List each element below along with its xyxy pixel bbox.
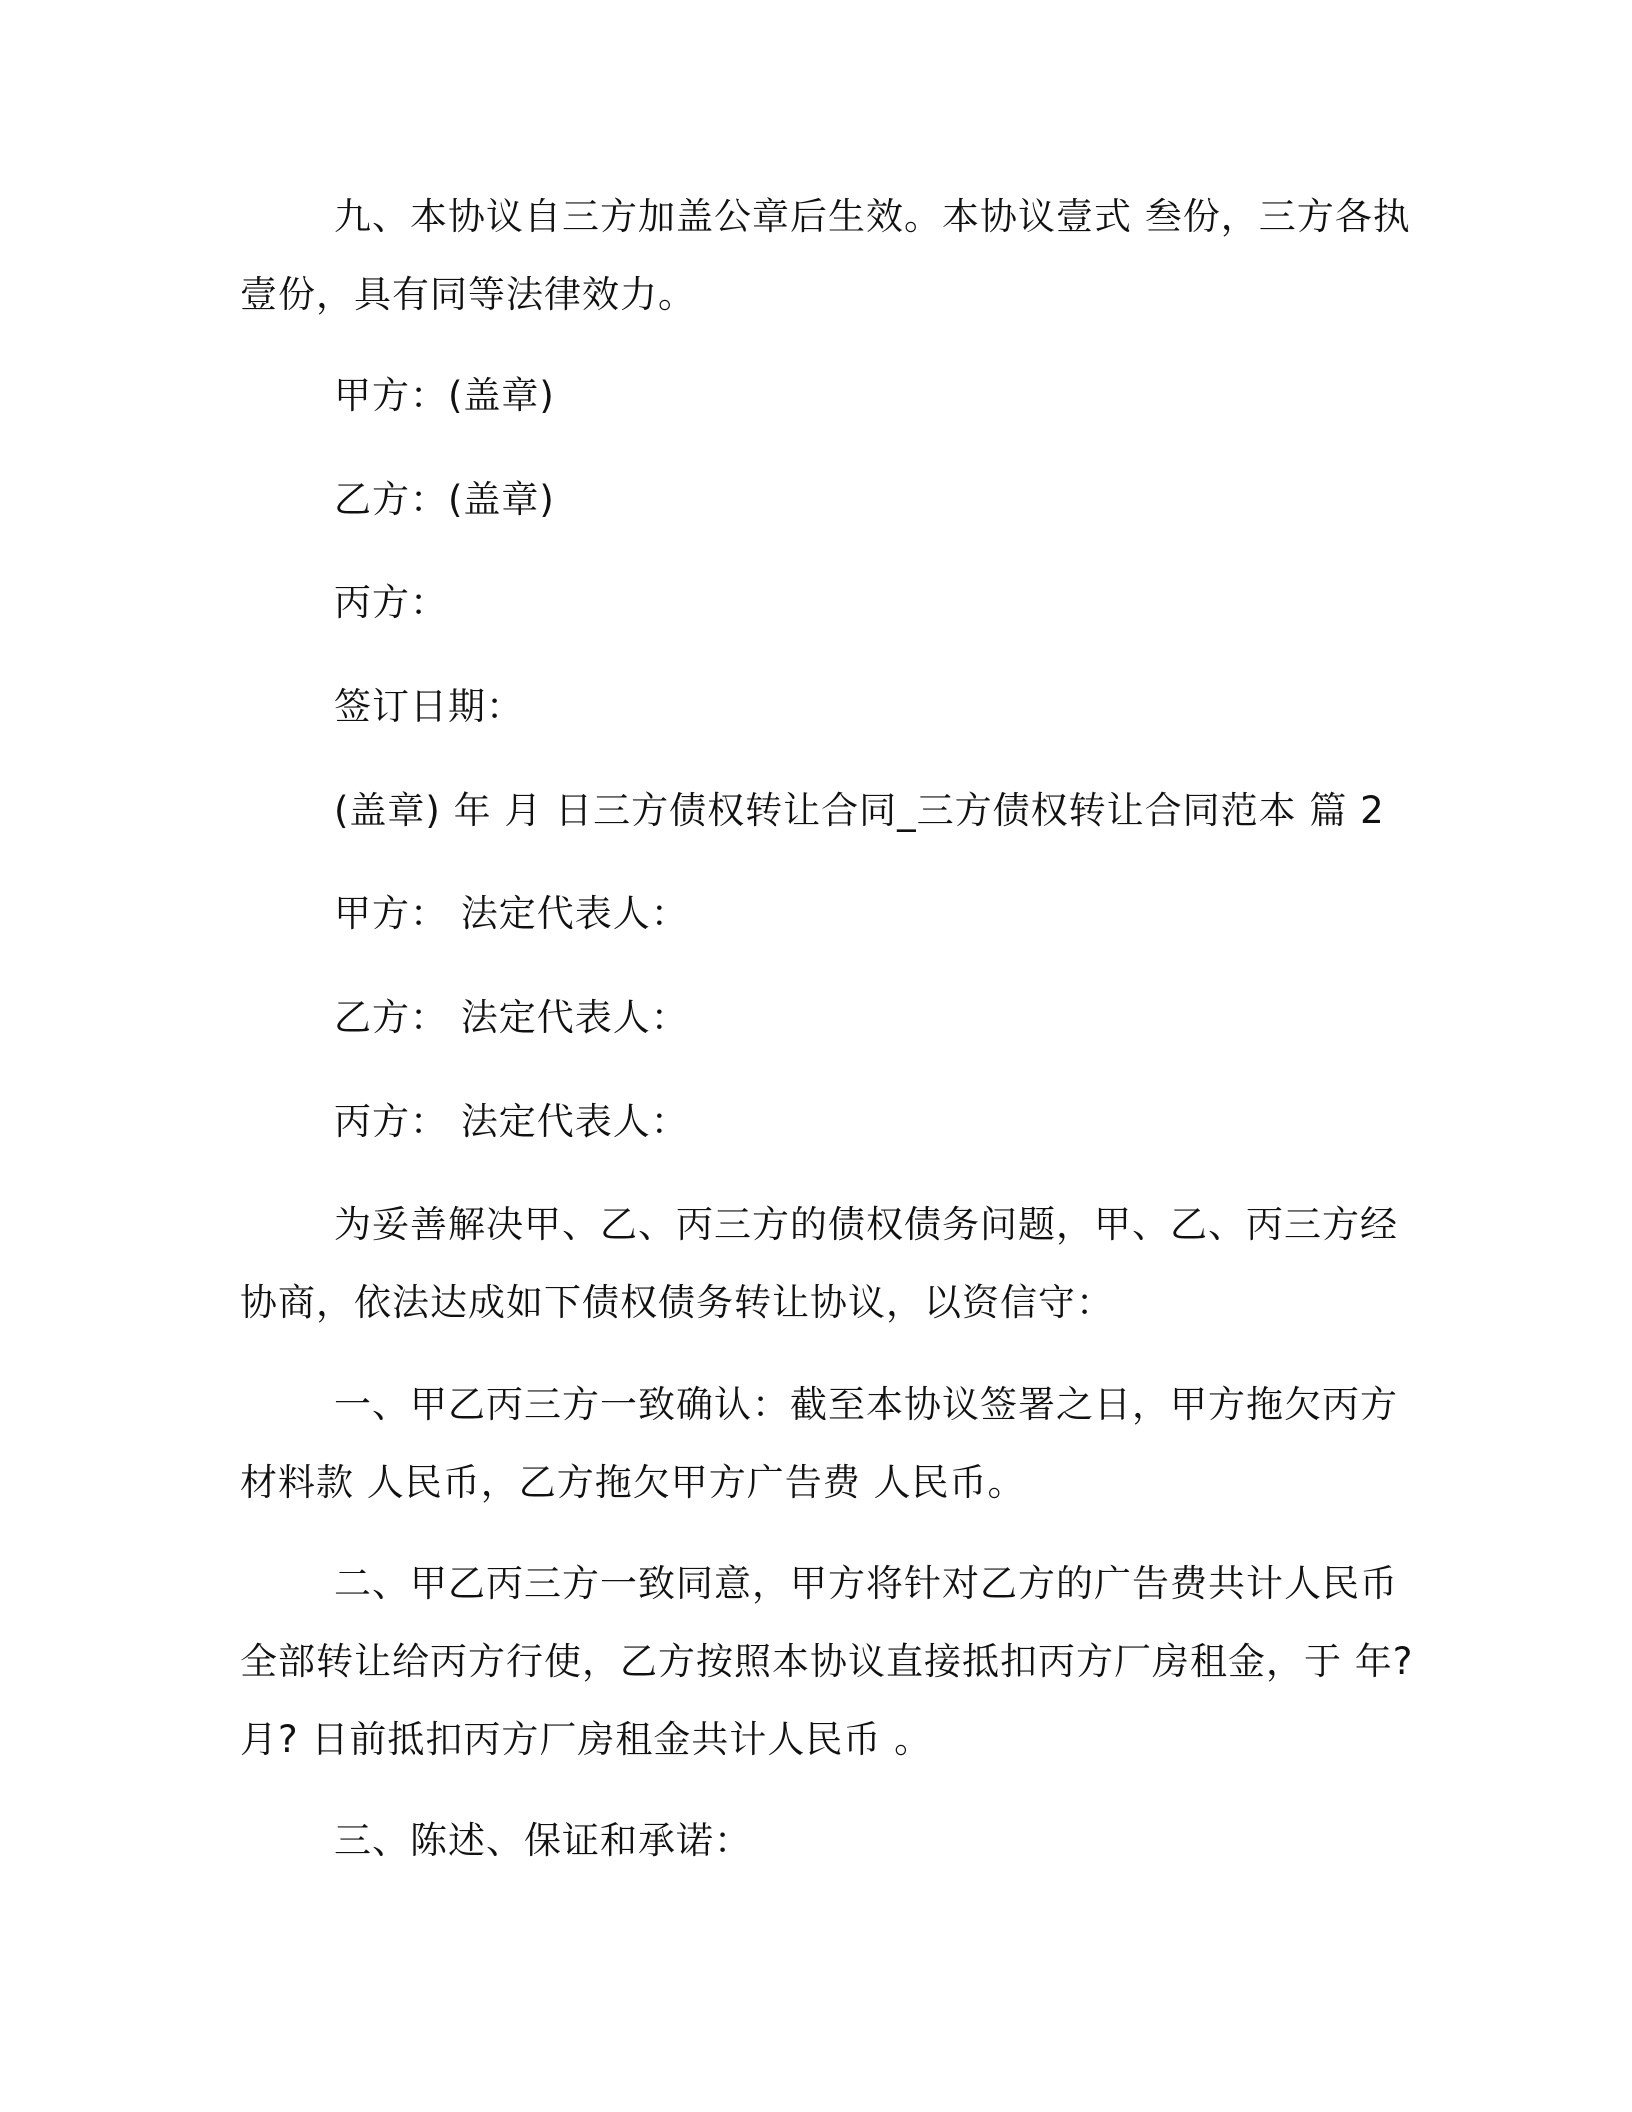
paragraph-line: 甲方： 法定代表人： [334, 892, 689, 935]
paragraph-line: 甲方：(盖章) [334, 374, 555, 417]
paragraph-line: 签订日期： [334, 685, 524, 728]
paragraph-line: 二、甲乙丙三方一致同意，甲方将针对乙方的广告费共计人民币 [334, 1562, 1398, 1605]
paragraph-line: 壹份，具有同等法律效力。 [240, 273, 696, 316]
paragraph-line: 九、本协议自三方加盖公章后生效。本协议壹式 叁份，三方各执 [334, 195, 1411, 238]
paragraph-line: 乙方： 法定代表人： [334, 996, 689, 1039]
paragraph-line: (盖章) 年 月 日三方债权转让合同_三方债权转让合同范本 篇 2 [334, 789, 1385, 832]
paragraph-line: 三、陈述、保证和承诺： [334, 1819, 752, 1862]
paragraph-line: 全部转让给丙方行使，乙方按照本协议直接抵扣丙方厂房租金，于 年? [240, 1640, 1414, 1683]
paragraph-line: 一、甲乙丙三方一致确认：截至本协议签署之日，甲方拖欠丙方 [334, 1383, 1398, 1426]
paragraph-line: 协商，依法达成如下债权债务转让协议，以资信守： [240, 1281, 1114, 1324]
paragraph-line: 乙方：(盖章) [334, 478, 555, 521]
paragraph-line: 为妥善解决甲、乙、丙三方的债权债务问题，甲、乙、丙三方经 [334, 1203, 1398, 1246]
paragraph-line: 月? 日前抵扣丙方厂房租金共计人民币 。 [240, 1718, 933, 1761]
paragraph-line: 丙方： [334, 581, 448, 624]
paragraph-line: 丙方： 法定代表人： [334, 1100, 689, 1143]
paragraph-line: 材料款 人民币，乙方拖欠甲方广告费 人民币。 [240, 1461, 1026, 1504]
